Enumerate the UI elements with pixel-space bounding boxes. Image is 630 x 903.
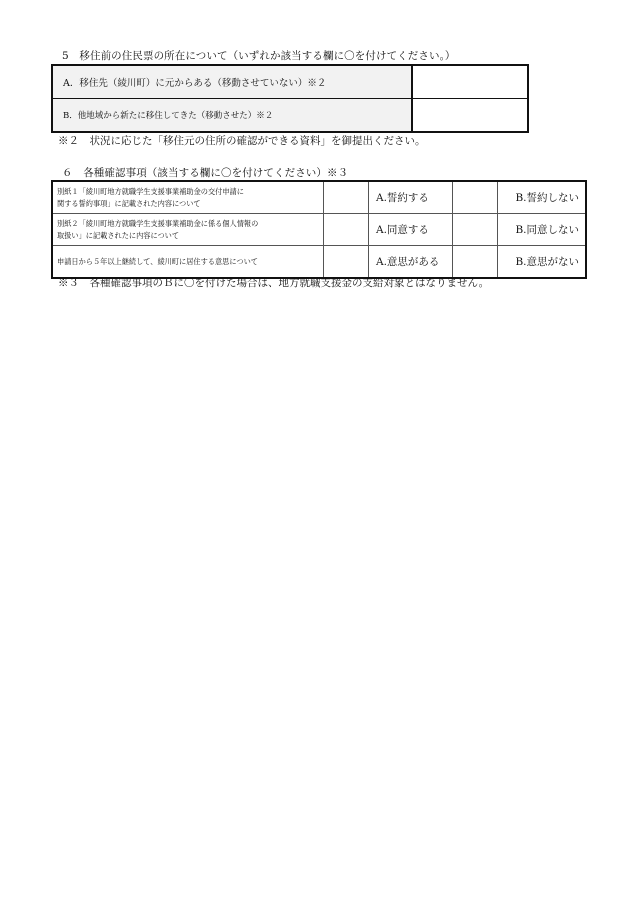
agree-label: A.意思がある — [369, 246, 453, 279]
item-line: 別紙２「綾川町地方就職学生支援事業補助金に係る個人情報の — [57, 218, 259, 228]
table-row — [52, 65, 528, 99]
confirmation-item — [52, 246, 324, 279]
agree-mark-cell[interactable] — [324, 246, 369, 279]
section5-heading: 5 移住前の住民票の所在について（いずれか該当する欄に〇を付けてください。） — [62, 50, 456, 62]
agree-label: A.同意する — [369, 214, 453, 246]
note-3: ※３ 各種確認事項のＢに〇を付けた場合は、地方就職支援金の支給対象とはなりません。 — [58, 277, 490, 289]
option-b-label: B．他地域から新たに移住してきた（移動させた）※２ — [52, 99, 412, 133]
item-line: 取扱い」に記載されたに内容について — [57, 230, 180, 240]
disagree-label: B.同意しない — [498, 214, 587, 246]
disagree-mark-cell[interactable] — [453, 246, 498, 279]
disagree-label: B.誓約しない — [498, 181, 587, 214]
table-row — [52, 181, 586, 214]
agree-mark-cell[interactable] — [324, 181, 369, 214]
item-line: 別紙１「綾川町地方就職学生支援事業補助金の交付申請に — [57, 186, 244, 196]
agree-label: A.誓約する — [369, 181, 453, 214]
section6-heading: ６ 各種確認事項（該当する欄に〇を付けてください）※３ — [62, 167, 349, 179]
table-row — [52, 246, 586, 279]
disagree-label: B.意思がない — [498, 246, 587, 279]
item-line: 申請日から５年以上継続して、綾川町に居住する意思について — [57, 256, 258, 266]
agree-mark-cell[interactable] — [324, 214, 369, 246]
disagree-mark-cell[interactable] — [453, 214, 498, 246]
confirmation-item — [52, 181, 324, 214]
residence-table — [51, 64, 529, 133]
item-line: 関する誓約事項」に記載された内容について — [57, 198, 201, 208]
option-a-label: A．移住先（綾川町）に元からある（移動させていない）※２ — [52, 65, 412, 99]
disagree-mark-cell[interactable] — [453, 181, 498, 214]
confirmation-table — [51, 180, 587, 279]
confirmation-item — [52, 214, 324, 246]
table-row — [52, 214, 586, 246]
option-b-mark-cell[interactable] — [412, 99, 528, 133]
table-row — [52, 99, 528, 133]
note-2: ※２ 状況に応じた「移住元の住所の確認ができる資料」を御提出ください。 — [58, 135, 426, 147]
option-a-mark-cell[interactable] — [412, 65, 528, 99]
